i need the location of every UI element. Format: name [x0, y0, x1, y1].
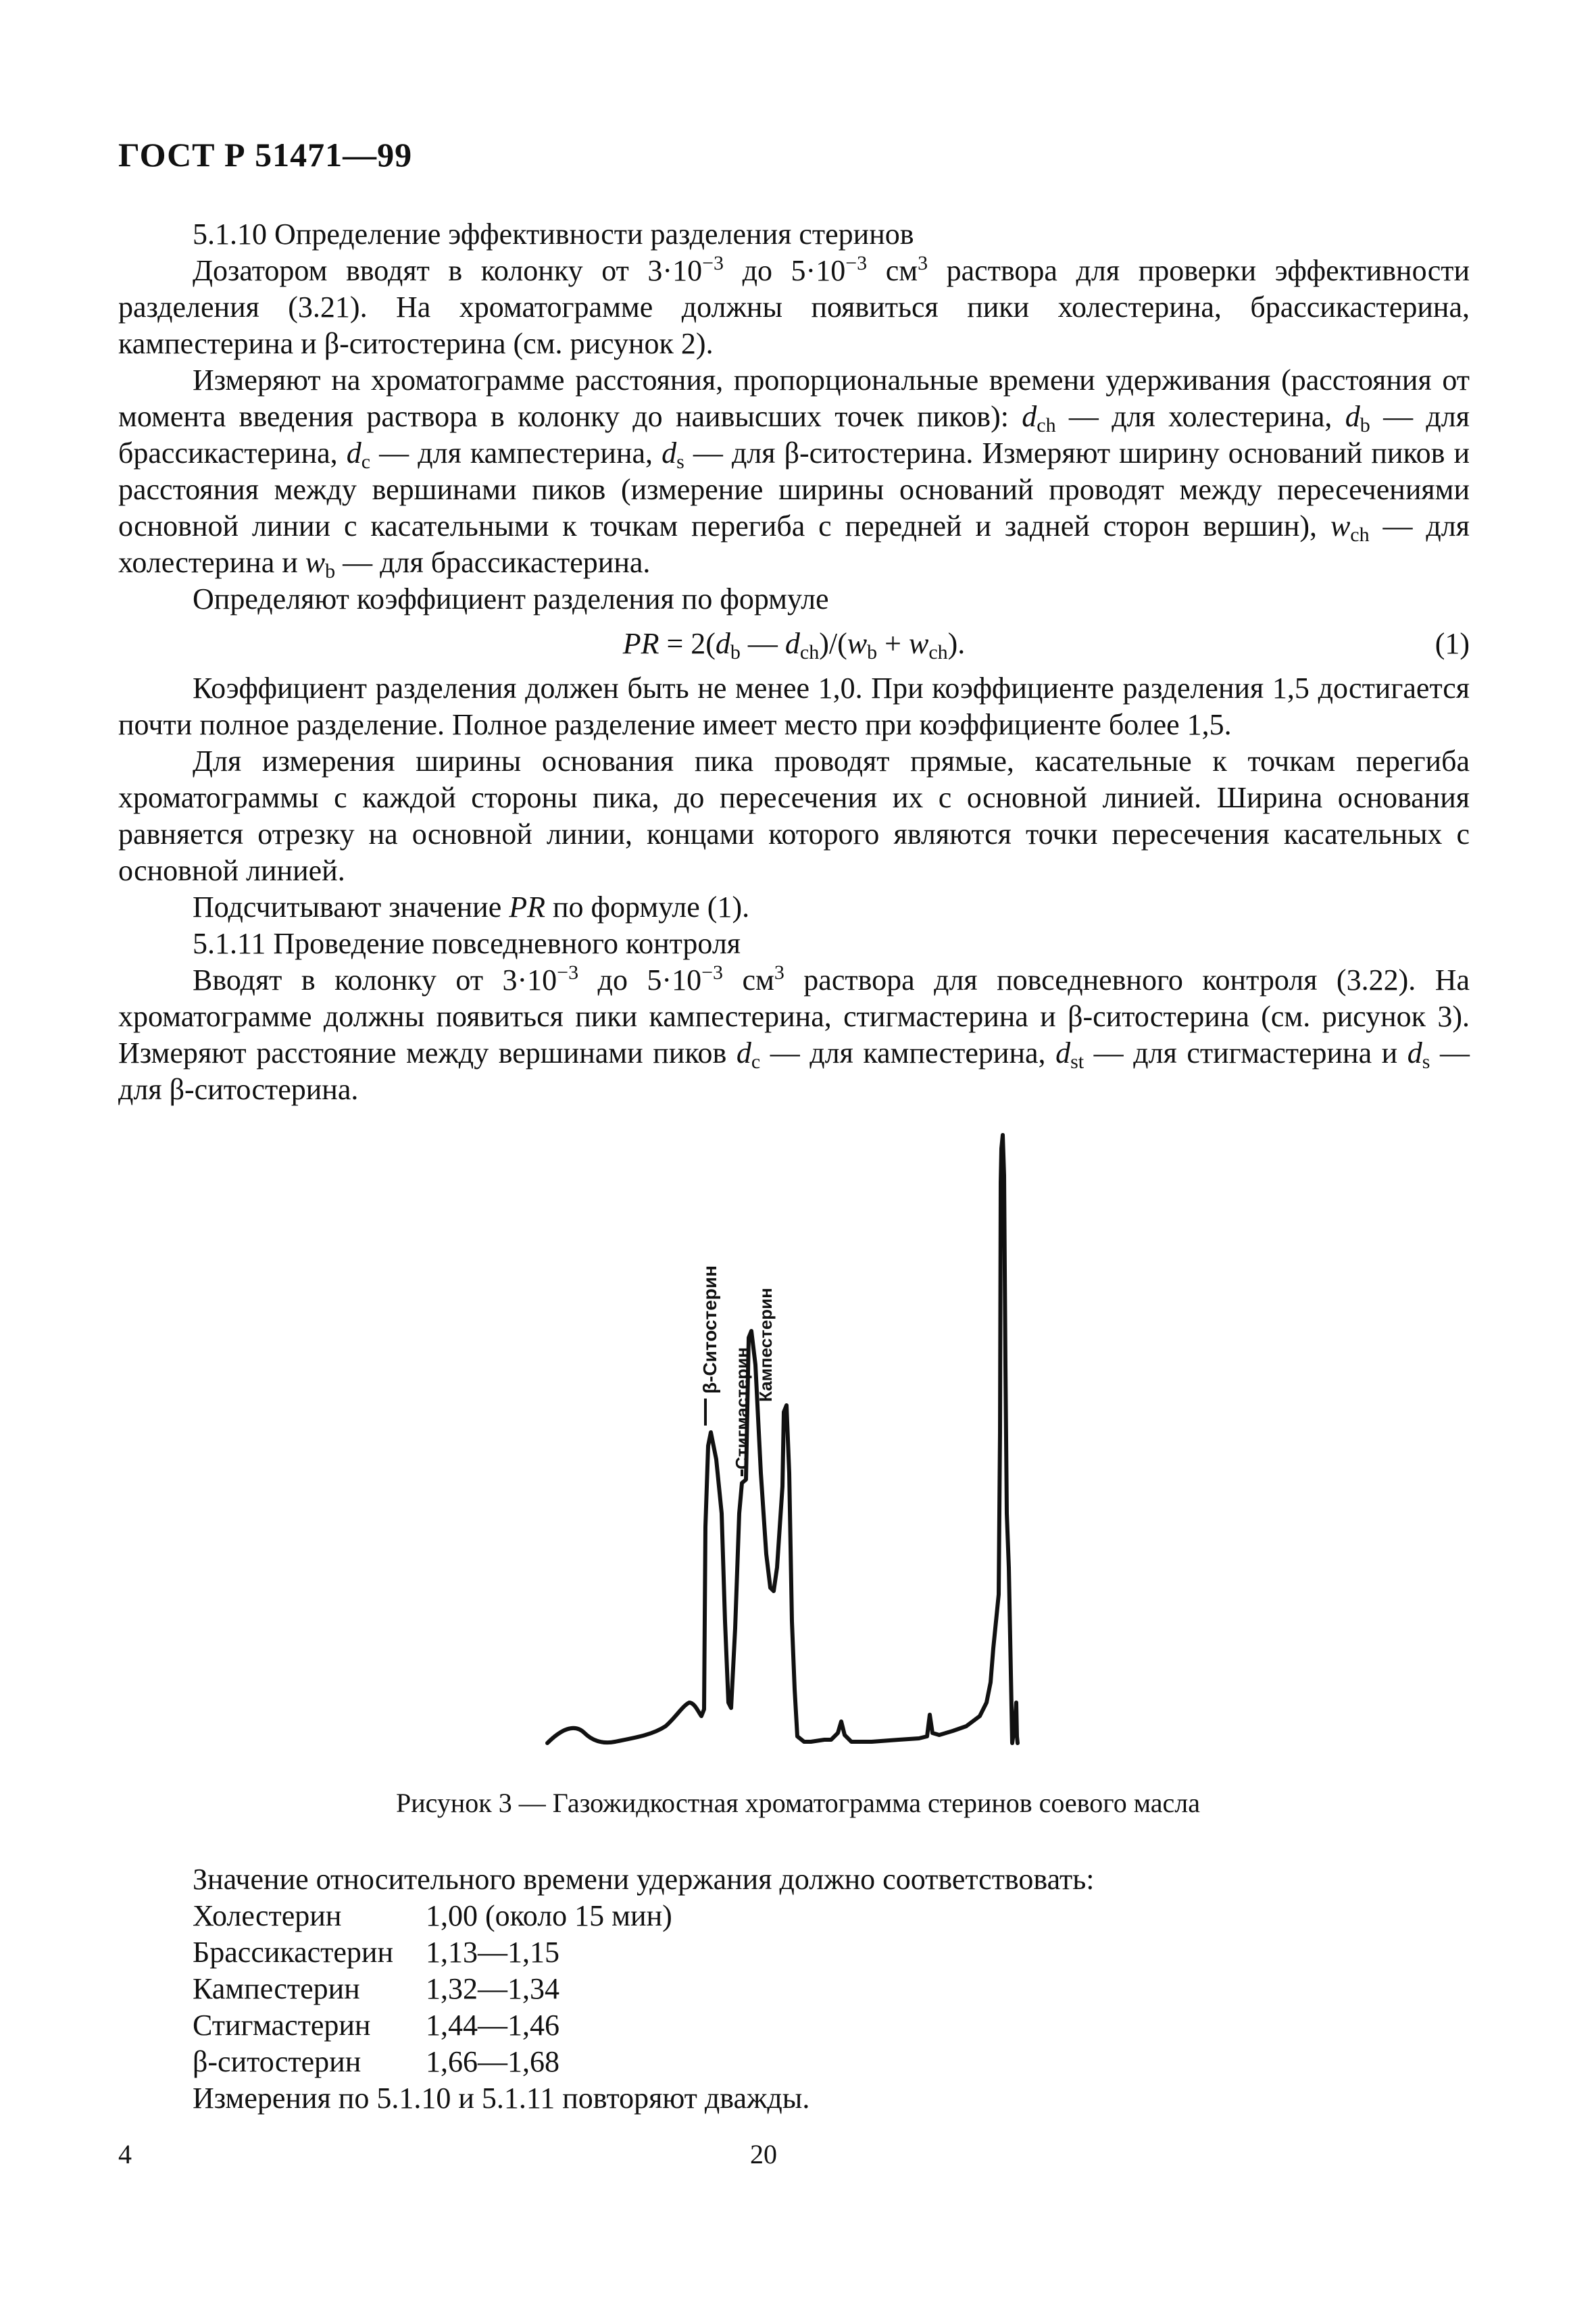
paragraph: Измеряют на хроматограмме расстояния, пропорциональные времени удерживания (расстояния от момента введения раствора в колонку до наивысших точек пиков): $d_{ch}$ — для холестерина, $d_b$ — для брассикастерина, $d_c$ — для кампестерина, $d_s$ — для β-ситостерина. Измеряют ширину оснований пиков и расстояния между вершинами пиков (измерение ширины оснований проводят между пересечениями основной линии с касательными к точкам перегиба с передней и задней сторон вершин), $w_{ch}$ — для холестерина и $w_b$ — для брассикастерина.	[118, 363, 1470, 582]
formula-row	[118, 622, 1470, 666]
peak-label-beta-sitosterol: β-Ситостерин	[699, 1265, 720, 1394]
paragraph: Вводят в колонку от $3\cdot 10^{-3}$ до $5\cdot 10^{-3}$ $см^3$ раствора для повседневного контроля (3.22). На хроматограмме должны появиться пики кампестерина, стигмастерина и β-ситостерина (см. рисунок 3). Измеряют расстояние между вершинами пиков $d_c$ — для кампестерина, $d_{st}$ — для стигмастерина и $d_s$ — для β-ситостерина.	[118, 961, 1470, 1106]
chromatogram-svg	[534, 1095, 1074, 1770]
retention-footer: Измерения по 5.1.10 и 5.1.11 повторяют дважды.	[193, 2082, 810, 2115]
peak-label-campesterol: Кампестерин	[755, 1288, 776, 1402]
chromatogram-trace	[547, 1135, 1018, 1743]
formula: PR = $2(d_b$ — $d_{ch})/(w_b + w_{ch})$.	[622, 627, 966, 663]
chromatogram-figure	[534, 1095, 1074, 1770]
figure-caption: Рисунок 3 — Газожидкостная хроматограмма стеринов соевого масла	[396, 1788, 1200, 1818]
table-row: Кампестерин 1,32—1,34	[193, 1972, 559, 2005]
table-row: β-ситостерин 1,66—1,68	[193, 2045, 559, 2078]
table-row: Стигмастерин 1,44—1,46	[193, 2009, 559, 2042]
paragraph: Определяют коэффициент разделения по формуле	[193, 582, 829, 615]
peak-label-stigmasterol: Стигмастерин	[732, 1347, 752, 1469]
paragraph: Подсчитывают значение PR по формуле (1).	[193, 890, 750, 924]
paragraph: Дозатором вводят в колонку от $3\cdot 10^{-3}$ до $5\cdot 10^{-3}$ $см^3$ раствора для проверки эффективности разделения (3.21). На хроматограмме должны появиться пики холестерина, брассикастерина, кампестерина и β-ситостерина (см. рисунок 2).	[118, 252, 1470, 360]
table-row: Брассикастерин 1,13—1,15	[193, 1936, 559, 1969]
formula-number: (1)	[1435, 627, 1470, 660]
retention-intro: Значение относительного времени удержания должно соответствовать:	[193, 1863, 1095, 1896]
section-5-1-11-title: 5.1.11 Проведение повседневного контроля	[193, 927, 741, 960]
retention-table	[193, 1898, 672, 2080]
document-body	[118, 216, 1470, 1108]
page-number-center: 20	[750, 2139, 777, 2169]
paragraph: Для измерения ширины основания пика проводят прямые, касательные к точкам перегиба хроматограммы с каждой стороны пика, до пересечения их с основной линией. Ширина основания равняется отрезку на основной линии, концами которого являются точки пересечения касательных с основной линией.	[118, 745, 1470, 887]
retention-values	[193, 1861, 1095, 2117]
section-5-1-10-title: 5.1.10 Определение эффективности разделения стеринов	[193, 218, 914, 251]
paragraph: Коэффициент разделения должен быть не менее 1,0. При коэффициенте разделения 1,5 достигается почти полное разделение. Полное разделение имеет место при коэффициенте более 1,5.	[118, 672, 1470, 741]
page-number-left: 4	[118, 2139, 132, 2169]
document-id: ГОСТ Р 51471—99	[118, 136, 413, 174]
table-row: Холестерин 1,00 (около 15 мин)	[193, 1899, 672, 1932]
